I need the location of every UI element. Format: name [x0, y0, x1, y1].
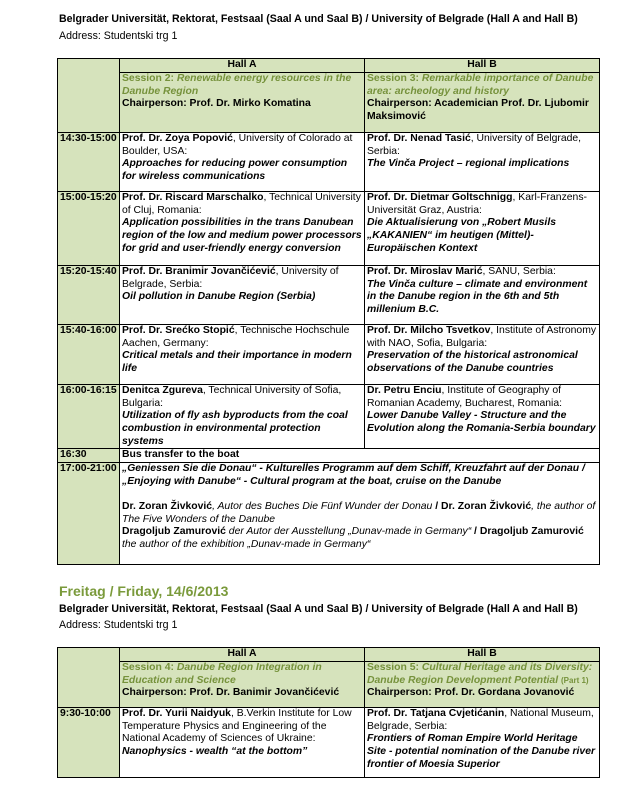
talk-hall-a	[120, 325, 365, 385]
talk-title: Utilization of fly ash byproducts from the coal combustion in environmental protection systems	[122, 410, 348, 447]
session-chair: Chairperson: Prof. Dr. Banimir Jovančićević	[122, 687, 340, 699]
boat-program-cell	[120, 463, 600, 565]
person-name: Dr. Zoran Živković	[441, 500, 532, 512]
day-heading-de: Freitag	[59, 583, 106, 599]
session-label: Session 5:	[367, 662, 419, 673]
program-desc-de: - Kulturelles Programm auf dem Schiff, Kreuzfahrt auf der Donau /	[256, 463, 585, 475]
table-row	[58, 325, 600, 385]
person-desc: the author of the exhibition „Dunav-made in Germany“	[122, 538, 371, 550]
session-part: (Part 1)	[561, 675, 589, 685]
venue-line-1: Belgrader Universität, Rektorat, Festsaal (Saal A und Saal B) / University of Belgrade (Hall A and Hall B)	[59, 13, 578, 25]
speaker-affiliation: , Institute of Geography of Romanian Academy, Bucharest, Romania:	[367, 385, 563, 409]
speaker-name: Prof. Dr. Zoya Popović	[122, 133, 233, 144]
time-cell: 16:30	[58, 449, 120, 463]
talk-hall-a	[120, 192, 365, 266]
talk-title: Nanophysics - wealth “at the bottom”	[122, 746, 308, 758]
speaker-name: Prof. Dr. Miroslav Marić	[367, 266, 483, 277]
talk-title: Preservation of the historical astronomical observations of the Danube countries	[367, 350, 578, 375]
talk-title: Application possibilities in the trans Danubean region of the low and medium power processors for grid and user-friendly energy conversion	[122, 217, 362, 254]
speaker-affiliation: , University of Belgrade, Serbia:	[122, 266, 339, 290]
talk-title: Approaches for reducing power consumption for wireless communications	[122, 158, 348, 183]
session-title: Renewable energy resources in the Danube Region	[122, 73, 352, 97]
schedule-table-day1	[57, 58, 600, 565]
session-5-cell	[365, 662, 600, 708]
speaker-affiliation: , Karl-Franzens-Universität Graz, Austria:	[367, 192, 587, 216]
session-title: Danube Region Integration in Education and Science	[122, 662, 322, 686]
speaker-name: Prof. Dr. Srećko Stopić	[122, 325, 235, 336]
time-cell-empty	[58, 59, 120, 133]
person-name: Dragoljub Zamurović	[479, 526, 584, 538]
hall-a-header: Hall A	[120, 648, 365, 662]
talk-hall-b	[365, 325, 600, 385]
talk-title: The Vinča Project – regional implications	[367, 158, 570, 170]
bus-transfer-cell: Bus transfer to the boat	[120, 449, 600, 463]
speaker-name: Prof. Dr. Nenad Tasić	[367, 133, 471, 144]
time-cell: 14:30-15:00	[58, 133, 120, 192]
program-desc-en: - Cultural program at the boat, cruise on the Danube	[240, 476, 502, 488]
talk-title: Critical metals and their importance in modern life	[122, 350, 352, 375]
address-line-2: Address: Studentski trg 1	[59, 619, 178, 631]
session-label: Session 4:	[122, 662, 174, 673]
speaker-affiliation: , Technische Hochschule Aachen, Germany:	[122, 325, 350, 349]
talk-title: The Vinča culture – climate and environment in the Danube region in the 6th and 5th millenium B.C.	[367, 278, 588, 316]
speaker-affiliation: , Institute of Astronomy with NAO, Sofia, Bulgaria:	[367, 325, 597, 349]
person-name: Dr. Zoran Živković	[122, 500, 213, 512]
speaker-affiliation: , Technical University of Cluj, Romania:	[122, 192, 361, 216]
speaker-affiliation: , University of Colorado at Boulder, USA:	[122, 133, 353, 157]
venue-line-2: Belgrader Universität, Rektorat, Festsaal (Saal A und Saal B) / University of Belgrade (Hall A and Hall B)	[59, 603, 578, 615]
day-heading	[59, 583, 228, 600]
speaker-name: Prof. Dr. Branimir Jovančićević	[122, 266, 276, 277]
person-name: Dragoljub Zamurović	[122, 526, 226, 538]
session-label: Session 2:	[122, 73, 174, 84]
talk-title: Oil pollution in Danube Region (Serbia)	[122, 291, 316, 303]
day-heading-en: Friday, 14/6/2013	[117, 583, 229, 599]
time-cell: 15:20-15:40	[58, 266, 120, 325]
talk-hall-a	[120, 266, 365, 325]
spacer	[122, 489, 597, 501]
session-4-cell	[120, 662, 365, 708]
session-title: Cultural Heritage and its Diversity: Danube Region Development Potential	[367, 662, 593, 686]
session-chair: Chairperson: Prof. Dr. Gordana Jovanović	[367, 687, 575, 699]
table-row	[58, 266, 600, 325]
time-cell: 15:00-15:20	[58, 192, 120, 266]
session-label: Session 3:	[367, 73, 419, 84]
speaker-affiliation: , B.Verkin Institute for Low Temperature Physics and Engineering of the National Academy of Sciences of Ukraine:	[122, 708, 352, 745]
person-desc: , Autor des Buches Die Fünf Wunder der Donau	[212, 500, 433, 512]
separator: /	[471, 526, 480, 538]
table-row	[58, 463, 600, 565]
session-title: Remarkable importance of Danube area: archeology and history	[367, 73, 594, 97]
hall-b-header: Hall B	[365, 59, 600, 73]
person-desc: der Autor der Ausstellung „Dunav-made in Germany“	[225, 526, 472, 538]
speaker-affiliation: , University of Belgrade, Serbia:	[367, 133, 582, 157]
talk-title: Frontiers of Roman Empire World Heritage Site - potential nomination of the Danube river frontier of Moesia Superior	[367, 733, 596, 770]
speaker-name: Denitca Zgureva	[122, 385, 203, 396]
table-row	[58, 192, 600, 266]
time-cell: 15:40-16:00	[58, 325, 120, 385]
talk-hall-a	[120, 385, 365, 449]
speaker-affiliation: , Technical University of Sofia, Bulgaria:	[122, 385, 342, 409]
speaker-name: Prof. Dr. Milcho Tsvetkov	[367, 325, 491, 336]
hall-a-header: Hall A	[120, 59, 365, 73]
schedule-table-day2	[57, 647, 600, 778]
address-line-1: Address: Studentski trg 1	[59, 30, 178, 42]
talk-hall-b	[365, 192, 600, 266]
speaker-name: Prof. Dr. Yurii Naidyuk	[122, 708, 231, 719]
speaker-affiliation: , National Museum, Belgrade, Serbia:	[367, 708, 594, 732]
day-heading-sep: /	[105, 583, 118, 599]
program-title-en: „Enjoying with Danube“	[122, 476, 241, 488]
session-chair: Chairperson: Prof. Dr. Mirko Komatina	[122, 98, 311, 110]
table-row	[58, 385, 600, 449]
speaker-name: Prof. Dr. Dietmar Goltschnigg	[367, 192, 513, 203]
time-cell: 16:00-16:15	[58, 385, 120, 449]
talk-hall-b	[365, 385, 600, 449]
speaker-affiliation: , SANU, Serbia:	[482, 266, 556, 277]
time-cell-empty	[58, 648, 120, 708]
talk-title: Die Aktualisierung von „Robert Musils „KAKANIEN“ im heutigen (Mittel)-Europäischen Kontext	[367, 217, 556, 254]
speaker-name: Prof. Dr. Tatjana Cvjetićanin	[367, 708, 505, 719]
hall-b-header: Hall B	[365, 648, 600, 662]
talk-hall-b	[365, 133, 600, 192]
time-cell: 17:00-21:00	[58, 463, 120, 565]
table-row	[58, 449, 600, 463]
talk-hall-b	[365, 266, 600, 325]
session-2-cell	[120, 73, 365, 133]
talk-hall-a	[120, 133, 365, 192]
time-cell: 9:30-10:00	[58, 708, 120, 778]
talk-hall-a	[120, 708, 365, 778]
person-desc: , the author of The Five Wonders of the Danube	[122, 500, 596, 525]
table-row	[58, 708, 600, 778]
speaker-name: Dr. Petru Enciu	[367, 385, 442, 396]
talk-hall-b	[365, 708, 600, 778]
speaker-name: Prof. Dr. Riscard Marschalko	[122, 192, 264, 203]
separator: /	[432, 500, 442, 512]
program-title-de: „Geniessen Sie die Donau“	[122, 463, 257, 475]
session-chair: Chairperson: Academician Prof. Dr. Ljubomir Maksimović	[367, 98, 589, 123]
talk-title: Lower Danube Valley - Structure and the Evolution along the Romania-Serbia boundary	[367, 410, 596, 435]
session-3-cell	[365, 73, 600, 133]
table-row	[58, 133, 600, 192]
